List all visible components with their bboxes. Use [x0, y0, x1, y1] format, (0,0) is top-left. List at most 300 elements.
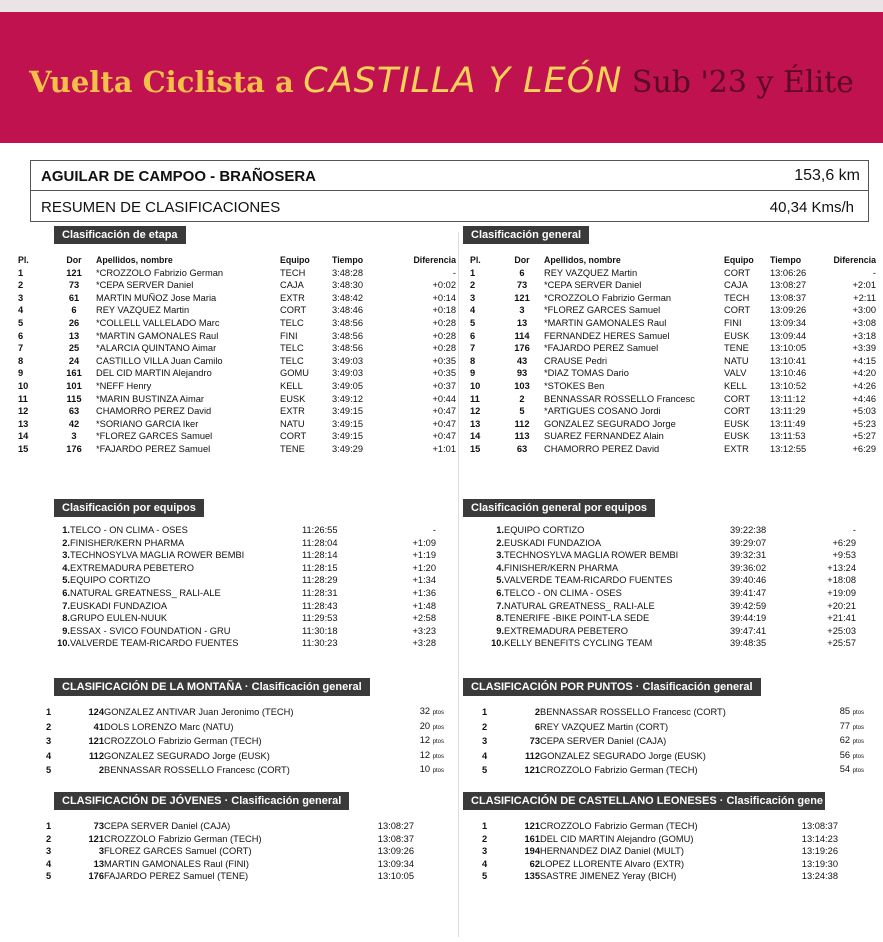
table-cell: [730, 587, 794, 600]
table-cell: [52, 430, 96, 443]
cell-value: EXTR: [280, 292, 305, 303]
table-cell: [724, 430, 770, 443]
cell-value: +25:57: [827, 638, 856, 649]
table-cell: [302, 600, 366, 613]
table-cell: [482, 820, 502, 833]
cell-value: 54: [839, 764, 851, 775]
col-name: Apellidos, nombre: [96, 255, 173, 265]
table-cell: [500, 279, 544, 292]
table-cell: [394, 734, 444, 749]
table-cell: [302, 562, 366, 575]
cell-value: +4:26: [852, 380, 876, 391]
table-cell: [502, 763, 540, 778]
stage-distance: 153,6 km: [794, 167, 860, 184]
table-cell: [396, 405, 456, 418]
cell-value: *DIAZ TOMAS Dario: [544, 368, 629, 379]
cell-value: 15: [470, 443, 481, 454]
table-row: [46, 820, 414, 833]
general-team-classification-header: Clasificación general por equipos: [463, 499, 655, 517]
cell-value: CORT: [280, 431, 307, 442]
table-row: [18, 405, 456, 418]
points-unit: ptos: [432, 768, 444, 775]
cell-value: CEPA SERVER Daniel (CAJA): [540, 736, 667, 747]
cell-value: 13:09:26: [770, 305, 807, 316]
table-row: [18, 393, 456, 406]
cell-value: 8: [470, 355, 476, 366]
col-diff: Diferencia: [413, 255, 456, 265]
table-cell: [332, 330, 396, 343]
table-cell: [302, 612, 366, 625]
points-unit: ptos: [852, 753, 864, 760]
cell-value: 3:49:05: [332, 380, 364, 391]
table-cell: [500, 267, 544, 280]
table-cell: [504, 537, 730, 550]
table-cell: [96, 418, 280, 431]
table-cell: [70, 549, 302, 562]
table-cell: [770, 380, 828, 393]
table-cell: [70, 574, 302, 587]
cell-value: 42: [68, 418, 80, 429]
table-cell: [540, 870, 778, 883]
table-row: [470, 418, 876, 431]
cell-value: BENNASSAR ROSSELLO Francesc: [544, 393, 695, 404]
col-team: Equipo: [280, 255, 310, 265]
table-cell: [96, 405, 280, 418]
cell-value: 13:19:30: [801, 858, 838, 869]
table-row: [482, 763, 864, 778]
cell-value: +19:09: [827, 587, 856, 598]
cell-value: 39:32:31: [730, 550, 767, 561]
cell-value: NATURAL GREATNESS_ RALI-ALE: [504, 600, 655, 611]
cell-value: 39:42:59: [730, 600, 767, 611]
cell-value: 12: [419, 749, 431, 760]
cell-value: 32: [419, 706, 431, 716]
table-cell: [18, 304, 52, 317]
table-cell: [70, 524, 302, 537]
cell-value: 11:30:23: [302, 638, 338, 649]
cell-value: 121: [514, 292, 530, 303]
cell-value: 8.: [496, 613, 504, 624]
table-cell: [52, 292, 96, 305]
table-cell: [502, 870, 540, 883]
table-row: [470, 355, 876, 368]
table-cell: [46, 870, 66, 883]
table-row: [46, 587, 436, 600]
table-cell: [544, 418, 724, 431]
cell-value: 56: [839, 749, 851, 760]
table-cell: [504, 612, 730, 625]
table-cell: [46, 587, 70, 600]
cell-value: VALVERDE TEAM-RICARDO FUENTES: [504, 575, 673, 586]
cell-value: 11:28:15: [302, 562, 338, 573]
table-cell: [730, 537, 794, 550]
cell-value: 2.: [496, 537, 504, 548]
cell-value: GOMU: [280, 368, 309, 379]
table-cell: [730, 625, 794, 638]
general-team-classification-table: [474, 524, 856, 650]
cell-value: 13: [470, 418, 481, 429]
table-cell: [540, 705, 814, 720]
cell-value: *NEFF Henry: [96, 380, 152, 391]
castilla-leon-classification-table: [482, 820, 838, 883]
table-cell: [332, 355, 396, 368]
cell-value: 6: [519, 267, 525, 278]
cell-value: 112: [525, 750, 540, 761]
col-pl: Pl.: [470, 255, 481, 265]
cell-value: CAJA: [724, 280, 748, 291]
cell-value: CORT: [724, 393, 751, 404]
table-row: [18, 355, 456, 368]
table-cell: [52, 355, 96, 368]
table-cell: [332, 342, 396, 355]
cell-value: 63: [68, 406, 80, 417]
table-cell: [52, 405, 96, 418]
table-row: [46, 549, 436, 562]
table-cell: [482, 705, 502, 720]
table-cell: [540, 820, 778, 833]
table-cell: [544, 279, 724, 292]
table-row: [46, 845, 414, 858]
cell-value: +5:03: [852, 406, 876, 417]
cell-value: +3:08: [852, 317, 876, 328]
cell-value: *STOKES Ben: [544, 380, 605, 391]
points-unit: ptos: [852, 768, 864, 775]
cell-value: 5: [519, 406, 525, 417]
cell-value: CHAMORRO PEREZ David: [544, 443, 660, 454]
cell-value: 3:49:03: [332, 355, 364, 366]
table-cell: [18, 317, 52, 330]
cell-value: 5.: [496, 575, 504, 586]
table-cell: [396, 393, 456, 406]
cell-value: 5: [482, 871, 488, 882]
table-cell: [828, 342, 876, 355]
table-cell: [52, 393, 96, 406]
table-cell: [104, 763, 394, 778]
points-unit: ptos: [432, 724, 444, 731]
table-cell: [470, 342, 500, 355]
cell-value: 3: [71, 431, 77, 442]
table-cell: [544, 405, 724, 418]
table-cell: [474, 625, 504, 638]
table-cell: [482, 870, 502, 883]
table-cell: [70, 637, 302, 650]
cell-value: TECHNOSYLVA MAGLIA ROWER BEMBI: [70, 550, 245, 561]
cell-value: DEL CID MARTIN Alejandro (GOMU): [540, 833, 694, 844]
cell-value: 4: [482, 858, 488, 869]
points-classification-table: [482, 705, 864, 778]
cell-value: KELLY BENEFITS CYCLING TEAM: [504, 638, 653, 649]
points-unit: ptos: [432, 710, 444, 716]
cell-value: 3: [46, 846, 52, 857]
table-cell: [66, 734, 104, 749]
table-cell: [770, 317, 828, 330]
table-cell: [828, 279, 876, 292]
table-cell: [52, 418, 96, 431]
table-cell: [96, 443, 280, 456]
table-cell: [46, 549, 70, 562]
table-cell: [470, 418, 500, 431]
table-cell: [730, 637, 794, 650]
table-cell: [482, 845, 502, 858]
cell-value: EQUIPO CORTIZO: [504, 525, 585, 535]
table-cell: [96, 430, 280, 443]
table-cell: [500, 430, 544, 443]
table-cell: [70, 600, 302, 613]
cell-value: 6: [71, 305, 77, 316]
cell-value: CROZZOLO Fabrizio German (TECH): [540, 765, 698, 776]
cell-value: 3:48:46: [332, 305, 364, 316]
table-cell: [828, 317, 876, 330]
table-row: [46, 705, 444, 720]
cell-value: 3.: [496, 550, 504, 561]
table-cell: [544, 317, 724, 330]
table-cell: [66, 720, 104, 735]
cell-value: NATU: [280, 418, 305, 429]
table-cell: [96, 393, 280, 406]
cell-value: 14: [18, 431, 29, 442]
table-row: [46, 612, 436, 625]
table-row: [474, 625, 856, 638]
table-cell: [500, 355, 544, 368]
table-cell: [724, 405, 770, 418]
cell-value: 73: [93, 821, 104, 831]
cell-value: 11:28:14: [302, 550, 338, 561]
table-row: [482, 749, 864, 764]
cell-value: HERNANDEZ DIAZ Daniel (MULT): [540, 846, 684, 857]
table-cell: [540, 720, 814, 735]
cell-value: 121: [524, 765, 540, 776]
table-cell: [778, 858, 838, 871]
cell-value: *CEPA SERVER Daniel: [544, 280, 642, 291]
table-cell: [474, 524, 504, 537]
cell-value: 13:19:26: [801, 846, 838, 857]
cell-value: +0:35: [432, 368, 456, 379]
table-cell: [504, 587, 730, 600]
table-row: [18, 380, 456, 393]
table-cell: [280, 267, 332, 280]
table-row: [18, 292, 456, 305]
cell-value: -: [872, 267, 876, 278]
table-cell: [46, 524, 70, 537]
cell-value: 11:28:29: [302, 575, 338, 586]
cell-value: 13:09:44: [770, 330, 807, 341]
col-dor: Dor: [66, 255, 82, 265]
table-cell: [46, 820, 66, 833]
table-cell: [18, 380, 52, 393]
table-cell: [544, 330, 724, 343]
cell-value: REY VAZQUEZ Martin: [96, 305, 190, 316]
table-cell: [280, 418, 332, 431]
table-cell: [724, 267, 770, 280]
table-cell: [302, 625, 366, 638]
table-row: [470, 292, 876, 305]
cell-value: 15: [18, 443, 29, 454]
cell-value: GRUPO EULEN-NUUK: [70, 613, 168, 624]
cell-value: 7.: [62, 600, 70, 611]
table-row: [474, 549, 856, 562]
table-cell: [778, 870, 838, 883]
table-row: [18, 330, 456, 343]
cell-value: EUSK: [280, 393, 306, 404]
table-cell: [332, 367, 396, 380]
cell-value: 5.: [62, 575, 70, 586]
general-classification-header: Clasificación general: [463, 226, 589, 244]
cell-value: 113: [514, 431, 530, 442]
cell-value: TELCO - ON CLIMA - OSES: [70, 525, 188, 535]
table-row: [470, 430, 876, 443]
table-cell: [778, 845, 838, 858]
table-cell: [770, 418, 828, 431]
cell-value: *FLOREZ GARCES Samuel: [96, 431, 213, 442]
table-row: [18, 430, 456, 443]
table-cell: [540, 763, 814, 778]
cell-value: +0:47: [432, 418, 456, 429]
cell-value: 6.: [62, 587, 70, 598]
cell-value: TECH: [280, 267, 306, 278]
cell-value: 2: [534, 707, 540, 717]
table-row: [482, 820, 838, 833]
table-cell: [770, 279, 828, 292]
cell-value: 39:29:07: [730, 537, 767, 548]
cell-value: 4: [482, 750, 488, 761]
table-cell: [724, 279, 770, 292]
table-cell: [794, 637, 856, 650]
cell-value: CORT: [724, 406, 751, 417]
table-row: [46, 637, 436, 650]
cell-value: 4.: [496, 562, 504, 573]
table-cell: [474, 574, 504, 587]
cell-value: 3.: [62, 550, 70, 561]
table-cell: [46, 705, 66, 720]
table-cell: [394, 720, 444, 735]
table-cell: [332, 292, 396, 305]
cell-value: +0:28: [432, 343, 456, 354]
table-cell: [770, 393, 828, 406]
table-cell: [104, 870, 354, 883]
cell-value: +0:28: [432, 317, 456, 328]
summary-row: [31, 191, 868, 220]
table-cell: [66, 749, 104, 764]
table-cell: [46, 625, 70, 638]
cell-value: +4:46: [852, 393, 876, 404]
col-dor: Dor: [514, 255, 530, 265]
table-cell: [366, 524, 436, 537]
table-cell: [504, 637, 730, 650]
table-cell: [18, 443, 52, 456]
table-cell: [544, 292, 724, 305]
cell-value: 13:10:41: [770, 355, 807, 366]
table-cell: [500, 367, 544, 380]
cell-value: 13:11:29: [770, 406, 806, 417]
cell-value: 11:28:04: [302, 537, 338, 548]
race-title: [0, 61, 883, 103]
cell-value: 1: [46, 707, 52, 717]
cell-value: MARTIN GAMONALES Raul (FINI): [104, 858, 249, 869]
cell-value: REY VAZQUEZ Martin (CORT): [540, 721, 669, 732]
table-row: [18, 418, 456, 431]
points-unit: ptos: [432, 739, 444, 746]
cell-value: 11:29:53: [302, 613, 338, 624]
table-cell: [18, 330, 52, 343]
cell-value: 112: [89, 750, 104, 761]
table-row: [46, 537, 436, 550]
cell-value: 3:48:30: [332, 280, 364, 291]
table-cell: [504, 600, 730, 613]
table-cell: [52, 380, 96, 393]
table-cell: [724, 330, 770, 343]
table-cell: [18, 292, 52, 305]
table-row: [46, 574, 436, 587]
cell-value: -: [852, 525, 856, 535]
cell-value: 112: [514, 418, 530, 429]
cell-value: 9.: [62, 625, 70, 636]
points-unit: ptos: [852, 739, 864, 746]
table-cell: [794, 600, 856, 613]
table-cell: [828, 355, 876, 368]
table-cell: [504, 574, 730, 587]
cell-value: 13:08:37: [801, 821, 838, 831]
table-cell: [544, 393, 724, 406]
table-cell: [46, 612, 70, 625]
team-classification-table: [46, 524, 436, 650]
table-cell: [794, 537, 856, 550]
table-cell: [46, 574, 70, 587]
table-cell: [730, 612, 794, 625]
cell-value: +4:20: [852, 368, 876, 379]
table-row: [470, 443, 876, 456]
table-cell: [770, 342, 828, 355]
cell-value: +3:18: [852, 330, 876, 341]
cell-value: +3:39: [852, 343, 876, 354]
table-row: [474, 562, 856, 575]
table-cell: [396, 367, 456, 380]
table-cell: [354, 820, 414, 833]
cell-value: VALVERDE TEAM-RICARDO FUENTES: [70, 638, 239, 649]
cell-value: 176: [66, 443, 82, 454]
table-row: [474, 600, 856, 613]
table-cell: [332, 430, 396, 443]
table-cell: [332, 393, 396, 406]
table-cell: [814, 763, 864, 778]
table-cell: [828, 267, 876, 280]
cell-value: +2:01: [852, 280, 876, 291]
stage-row: [31, 161, 868, 191]
table-row: [470, 393, 876, 406]
cell-value: +3:00: [852, 305, 876, 316]
cell-value: 13:08:37: [377, 833, 414, 844]
table-cell: [104, 858, 354, 871]
table-cell: [482, 833, 502, 846]
cell-value: EUSK: [724, 431, 750, 442]
top-strip: [0, 0, 883, 12]
table-cell: [366, 637, 436, 650]
cell-value: 3:49:15: [332, 418, 364, 429]
table-cell: [280, 292, 332, 305]
cell-value: 3: [482, 846, 488, 857]
mountain-classification-table: [46, 705, 444, 778]
table-cell: [96, 367, 280, 380]
table-cell: [770, 443, 828, 456]
table-cell: [366, 537, 436, 550]
cell-value: 2: [46, 721, 52, 732]
cell-value: 6: [470, 330, 476, 341]
table-cell: [18, 279, 52, 292]
cell-value: EXTR: [280, 406, 305, 417]
cell-value: +2:11: [853, 292, 876, 303]
cell-value: 114: [514, 330, 530, 341]
cell-value: +1:09: [412, 537, 436, 548]
cell-value: +0:47: [432, 406, 456, 417]
